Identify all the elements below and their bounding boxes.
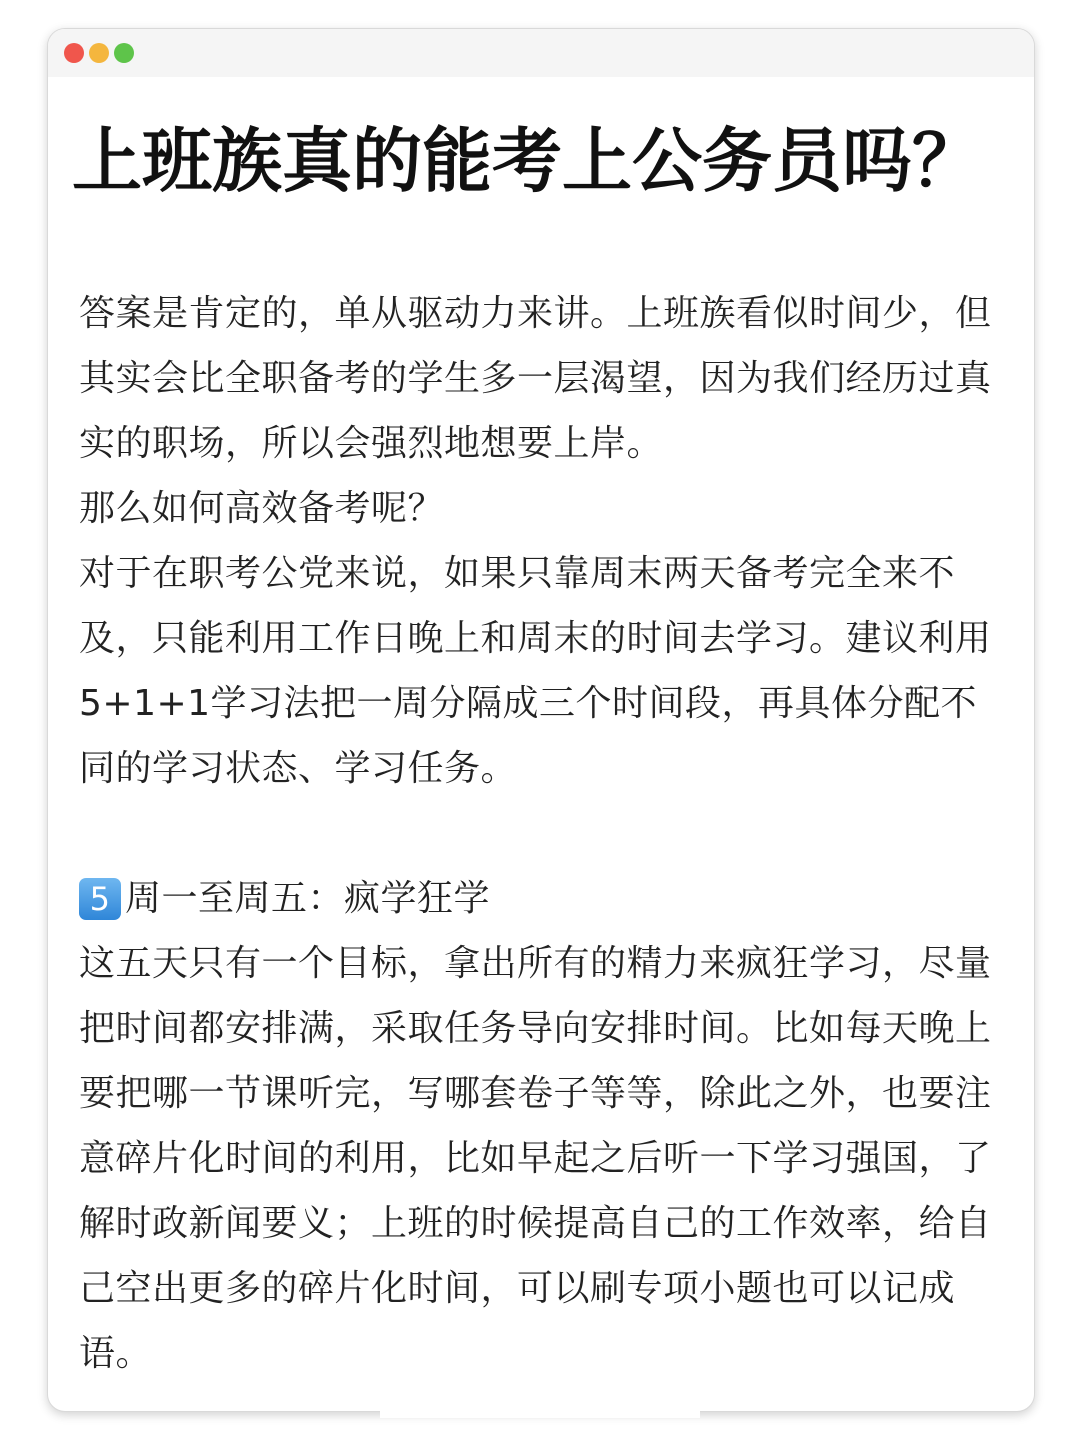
title-bar bbox=[48, 29, 1034, 77]
section-heading bbox=[79, 866, 1009, 931]
close-button[interactable] bbox=[64, 43, 84, 63]
page-title: 上班族真的能考上公务员吗？ bbox=[72, 120, 982, 202]
article-body bbox=[79, 281, 1009, 1386]
minimize-button[interactable] bbox=[89, 43, 109, 63]
bottom-edge-cover bbox=[380, 1408, 700, 1418]
paragraph-spacer bbox=[79, 801, 1009, 866]
maximize-button[interactable] bbox=[114, 43, 134, 63]
method-paragraph: 对于在职考公党来说，如果只靠周末两天备考完全来不及，只能利用工作日晚上和周末的时间去学习。建议利用5+1+1学习法把一周分隔成三个时间段，再具体分配不同的学习状态、学习任务。 bbox=[79, 553, 992, 789]
number-five-icon: 5 bbox=[79, 878, 121, 920]
intro-paragraph: 答案是肯定的，单从驱动力来讲。上班族看似时间少，但其实会比全职备考的学生多一层渴望，因为我们经历过真实的职场，所以会强烈地想要上岸。 bbox=[79, 293, 992, 464]
question-paragraph: 那么如何高效备考呢？ bbox=[79, 488, 445, 529]
section-body-paragraph: 这五天只有一个目标，拿出所有的精力来疯狂学习，尽量把时间都安排满，采取任务导向安排时间。比如每天晚上要把哪一节课听完，写哪套卷子等等，除此之外，也要注意碎片化时间的利用，比如早起之后听一下学习强国，了解时政新闻要义；上班的时候提高自己的工作效率，给自己空出更多的碎片化时间，可以刷专项小题也可以记成语。 bbox=[79, 943, 992, 1374]
section-heading-text: 周一至周五：疯学狂学 bbox=[125, 878, 491, 919]
window bbox=[47, 28, 1035, 1412]
